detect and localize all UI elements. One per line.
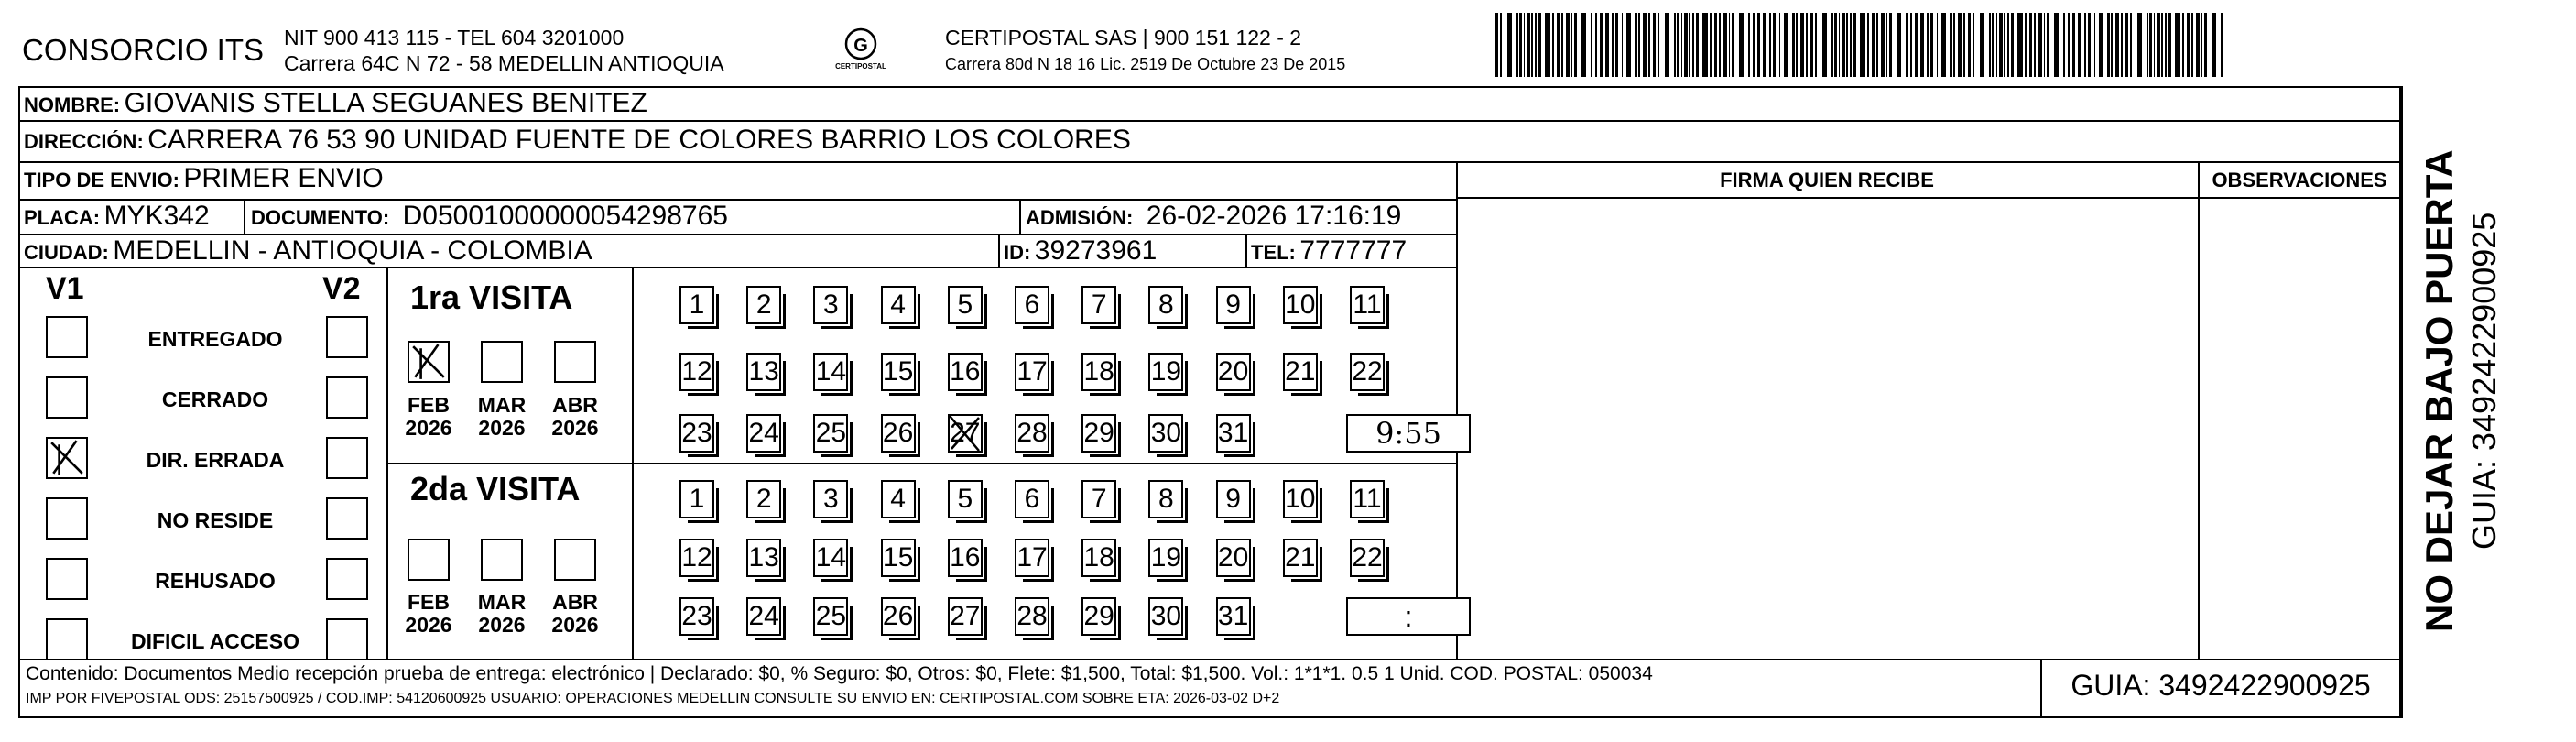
day-number: 27: [950, 601, 981, 631]
day-box[interactable]: [881, 539, 916, 577]
visit-month-label: MAR: [477, 393, 527, 417]
visit-month-checkbox[interactable]: [554, 341, 596, 383]
day-box[interactable]: [1148, 480, 1183, 518]
day-number: 17: [1016, 356, 1048, 387]
direccion-label: DIRECCIÓN:: [24, 130, 144, 153]
day-number: 13: [748, 356, 779, 387]
day-box[interactable]: [746, 539, 781, 577]
visit-year-label: 2026: [405, 613, 452, 637]
day-number: 23: [681, 418, 712, 448]
day-box[interactable]: [1216, 539, 1251, 577]
day-box[interactable]: [679, 539, 714, 577]
day-box[interactable]: [679, 414, 714, 453]
day-number: 24: [748, 601, 779, 631]
day-box[interactable]: [1148, 414, 1183, 453]
visit-month-label: ABR: [552, 393, 598, 417]
day-box[interactable]: [679, 480, 714, 518]
day-box[interactable]: [746, 480, 781, 518]
id-value: 39273961: [1034, 235, 1158, 266]
day-box[interactable]: [881, 414, 916, 453]
day-number: 25: [815, 601, 847, 631]
visit-month-checkbox[interactable]: [408, 539, 450, 581]
status-v1-checkbox[interactable]: [46, 497, 88, 540]
day-number: 20: [1217, 542, 1249, 573]
day-number: 19: [1150, 542, 1182, 573]
day-box[interactable]: [1216, 286, 1251, 324]
company-name: CONSORCIO ITS: [22, 33, 265, 67]
day-number: 16: [950, 356, 981, 387]
tipo-envio-field: [24, 163, 384, 194]
day-box[interactable]: [1148, 286, 1183, 324]
day-number: 23: [681, 601, 712, 631]
tipo-envio-value: PRIMER ENVIO: [183, 163, 384, 193]
day-number: 8: [1158, 289, 1174, 320]
day-number: 28: [1016, 601, 1048, 631]
day-box[interactable]: [948, 480, 983, 518]
status-label: REHUSADO: [155, 569, 276, 593]
logo-text: CERTIPOSTAL: [835, 62, 886, 71]
time-box[interactable]: [1346, 597, 1471, 636]
visit-month-label: MAR: [477, 590, 527, 614]
day-box[interactable]: [813, 597, 848, 636]
visit-month-checkbox[interactable]: [554, 539, 596, 581]
status-v1-checkbox[interactable]: [46, 558, 88, 600]
day-box[interactable]: [1015, 539, 1049, 577]
day-box[interactable]: [1148, 353, 1183, 391]
status-label: ENTREGADO: [147, 327, 283, 351]
admision-value: 26-02-2026 17:16:19: [1146, 201, 1402, 231]
direccion-field: [24, 125, 1131, 156]
nombre-label: NOMBRE:: [24, 93, 121, 116]
day-box[interactable]: [1015, 353, 1049, 391]
day-number: 14: [815, 542, 847, 573]
admision-field: [1026, 201, 1401, 232]
day-box[interactable]: [1015, 480, 1049, 518]
day-box[interactable]: [948, 539, 983, 577]
day-number: 22: [1352, 356, 1383, 387]
day-box[interactable]: [1216, 597, 1251, 636]
status-v2-checkbox[interactable]: [326, 376, 368, 419]
time-value: 9:55: [1375, 416, 1441, 451]
day-box[interactable]: [948, 353, 983, 391]
day-box[interactable]: [1216, 353, 1251, 391]
second-visit-title: 2da VISITA: [410, 470, 581, 507]
day-number: 12: [681, 542, 712, 573]
status-label: DIR. ERRADA: [146, 448, 285, 472]
visit-month-checkbox[interactable]: [408, 341, 450, 383]
day-box[interactable]: [1283, 480, 1318, 518]
day-number: 30: [1150, 418, 1182, 448]
footer-guia: GUIA: 3492422900925: [2071, 669, 2371, 702]
day-number: 15: [882, 356, 914, 387]
day-number: 7: [1091, 289, 1107, 320]
day-number: 10: [1285, 484, 1316, 514]
side-warning: NO DEJAR BAJO PUERTA: [2418, 149, 2461, 632]
nombre-field: [24, 88, 647, 119]
day-box[interactable]: [1216, 414, 1251, 453]
day-number: 21: [1285, 542, 1316, 573]
day-box[interactable]: [813, 539, 848, 577]
day-number: 12: [681, 356, 712, 387]
day-number: 30: [1150, 601, 1182, 631]
barcode: [1495, 13, 2228, 77]
day-box[interactable]: [1081, 414, 1116, 453]
visit-month-checkbox[interactable]: [481, 539, 523, 581]
day-number: 14: [815, 356, 847, 387]
day-box[interactable]: [1283, 539, 1318, 577]
day-box[interactable]: [1081, 539, 1116, 577]
day-number: 31: [1217, 601, 1249, 631]
status-v2-checkbox[interactable]: [326, 618, 368, 660]
status-v1-checkbox[interactable]: [46, 437, 88, 479]
day-number: 17: [1016, 542, 1048, 573]
day-number: 16: [950, 542, 981, 573]
documento-field: [251, 201, 728, 232]
day-number: 1: [689, 484, 705, 514]
day-box[interactable]: [948, 597, 983, 636]
side-guia: GUIA: 3492422900925: [2465, 212, 2503, 550]
day-number: 1: [689, 289, 705, 320]
footer-contenido: Contenido: Documentos Medio recepción prueba de entrega: electrónico | Declarado: $0, % Seguro: $0, Otros: $0, Flete: $1,500, Total: $1,500. Vol.: 1*1*1. 0.5 1 Unid. COD. POSTAL: 050034: [26, 663, 1653, 684]
day-box[interactable]: [1015, 597, 1049, 636]
day-number: 24: [748, 418, 779, 448]
day-number: 27: [950, 418, 981, 448]
status-v2-checkbox[interactable]: [326, 316, 368, 358]
admision-label: ADMISIÓN:: [1026, 206, 1134, 229]
day-box[interactable]: [746, 414, 781, 453]
v1-label: V1: [46, 271, 84, 306]
day-box[interactable]: [1350, 353, 1385, 391]
firma-column-header: FIRMA QUIEN RECIBE: [1720, 169, 1934, 191]
id-field: [1004, 235, 1157, 267]
day-number: 3: [823, 484, 839, 514]
day-number: 11: [1353, 484, 1382, 514]
day-box[interactable]: [1015, 414, 1049, 453]
documento-label: DOCUMENTO:: [251, 206, 390, 229]
ciudad-label: CIUDAD:: [24, 241, 109, 264]
footer-imp: IMP POR FIVEPOSTAL ODS: 25157500925 / COD.IMP: 54120600925 USUARIO: OPERACIONES MEDELLIN CONSULTE SU ENVIO EN: CERTIPOSTAL.COM SOBRE ETA: 2026-03-02 D+2: [26, 691, 1280, 706]
postal-address: Carrera 80d N 18 16 Lic. 2519 De Octubre 23 De 2015: [945, 55, 1346, 73]
status-v1-checkbox[interactable]: [46, 316, 88, 358]
day-number: 22: [1352, 542, 1383, 573]
visit-year-label: 2026: [405, 416, 452, 440]
company-address: Carrera 64C N 72 - 58 MEDELLIN ANTIOQUIA: [284, 51, 724, 75]
day-number: 26: [882, 601, 914, 631]
day-number: 2: [755, 289, 772, 320]
documento-value: D05001000000054298765: [402, 201, 728, 231]
day-box[interactable]: [1216, 480, 1251, 518]
day-number: 28: [1016, 418, 1048, 448]
day-box[interactable]: [1081, 597, 1116, 636]
v2-label: V2: [322, 271, 361, 306]
day-number: 18: [1083, 356, 1114, 387]
status-label: CERRADO: [161, 387, 269, 411]
visit-year-label: 2026: [551, 613, 599, 637]
certipostal-logo: [824, 26, 897, 77]
day-box[interactable]: [1350, 286, 1385, 324]
day-box[interactable]: [679, 286, 714, 324]
day-number: 7: [1091, 484, 1107, 514]
day-box[interactable]: [881, 286, 916, 324]
day-number: 9: [1225, 484, 1241, 514]
status-v2-checkbox[interactable]: [326, 437, 368, 479]
status-v2-checkbox[interactable]: [326, 497, 368, 540]
visit-year-label: 2026: [551, 416, 599, 440]
day-number: 10: [1285, 289, 1316, 320]
day-box[interactable]: [1081, 286, 1116, 324]
day-number: 19: [1150, 356, 1182, 387]
day-number: 4: [890, 484, 906, 514]
day-number: 9: [1225, 289, 1241, 320]
observaciones-column-header: OBSERVACIONES: [2212, 169, 2387, 191]
day-box[interactable]: [679, 597, 714, 636]
day-number: 6: [1024, 484, 1040, 514]
first-visit-title: 1ra VISITA: [410, 278, 573, 316]
day-number: 5: [957, 484, 973, 514]
day-box[interactable]: [813, 353, 848, 391]
day-box[interactable]: [881, 597, 916, 636]
day-number: 11: [1353, 289, 1382, 320]
visit-year-label: 2026: [478, 416, 526, 440]
visit-month-label: FEB: [408, 393, 450, 417]
ciudad-field: [24, 235, 592, 267]
day-box[interactable]: [881, 353, 916, 391]
nombre-value: GIOVANIS STELLA SEGUANES BENITEZ: [124, 88, 647, 118]
day-box[interactable]: [1148, 597, 1183, 636]
visit-month-label: ABR: [552, 590, 598, 614]
placa-field: [24, 201, 210, 232]
status-v2-checkbox[interactable]: [326, 558, 368, 600]
status-v1-checkbox[interactable]: [46, 376, 88, 419]
day-box[interactable]: [813, 286, 848, 324]
day-box[interactable]: [1148, 539, 1183, 577]
placa-value: MYK342: [103, 201, 210, 231]
day-box[interactable]: [813, 414, 848, 453]
status-label: NO RESIDE: [157, 508, 274, 532]
time-value: :: [1404, 600, 1413, 633]
tel-value: 7777777: [1299, 235, 1408, 266]
direccion-value: CARRERA 76 53 90 UNIDAD FUENTE DE COLORES BARRIO LOS COLORES: [147, 125, 1131, 155]
day-box[interactable]: [813, 480, 848, 518]
day-number: 20: [1217, 356, 1249, 387]
day-number: 18: [1083, 542, 1114, 573]
day-box[interactable]: [746, 597, 781, 636]
status-v1-checkbox[interactable]: [46, 618, 88, 660]
id-label: ID:: [1004, 241, 1031, 264]
day-number: 21: [1285, 356, 1316, 387]
day-box[interactable]: [746, 353, 781, 391]
time-box[interactable]: [1346, 414, 1471, 453]
day-number: 25: [815, 418, 847, 448]
day-box[interactable]: [746, 286, 781, 324]
day-box[interactable]: [1081, 480, 1116, 518]
day-box[interactable]: [1283, 353, 1318, 391]
visit-year-label: 2026: [478, 613, 526, 637]
day-number: 2: [755, 484, 772, 514]
day-number: 5: [957, 289, 973, 320]
day-box[interactable]: [1350, 480, 1385, 518]
tel-field: [1251, 235, 1407, 267]
day-box[interactable]: [948, 414, 983, 453]
placa-label: PLACA:: [24, 206, 101, 229]
day-number: 3: [823, 289, 839, 320]
day-number: 26: [882, 418, 914, 448]
tipo-envio-label: TIPO DE ENVIO:: [24, 169, 179, 191]
visit-month-label: FEB: [408, 590, 450, 614]
company-nit: NIT 900 413 115 - TEL 604 3201000: [284, 26, 625, 49]
day-number: 6: [1024, 289, 1040, 320]
day-box[interactable]: [881, 480, 916, 518]
day-number: 8: [1158, 484, 1174, 514]
day-number: 4: [890, 289, 906, 320]
day-box[interactable]: [1350, 539, 1385, 577]
day-box[interactable]: [1081, 353, 1116, 391]
visit-month-checkbox[interactable]: [481, 341, 523, 383]
postal-company: CERTIPOSTAL SAS | 900 151 122 - 2: [945, 26, 1302, 49]
day-box[interactable]: [1015, 286, 1049, 324]
day-box[interactable]: [948, 286, 983, 324]
svg-text:G: G: [853, 36, 868, 56]
day-box[interactable]: [679, 353, 714, 391]
day-number: 31: [1217, 418, 1249, 448]
day-number: 29: [1083, 601, 1114, 631]
day-number: 15: [882, 542, 914, 573]
tel-label: TEL:: [1251, 241, 1296, 264]
day-number: 13: [748, 542, 779, 573]
day-box[interactable]: [1283, 286, 1318, 324]
status-label: DIFICIL ACCESO: [130, 629, 299, 653]
ciudad-value: MEDELLIN - ANTIOQUIA - COLOMBIA: [113, 235, 592, 266]
day-number: 29: [1083, 418, 1114, 448]
